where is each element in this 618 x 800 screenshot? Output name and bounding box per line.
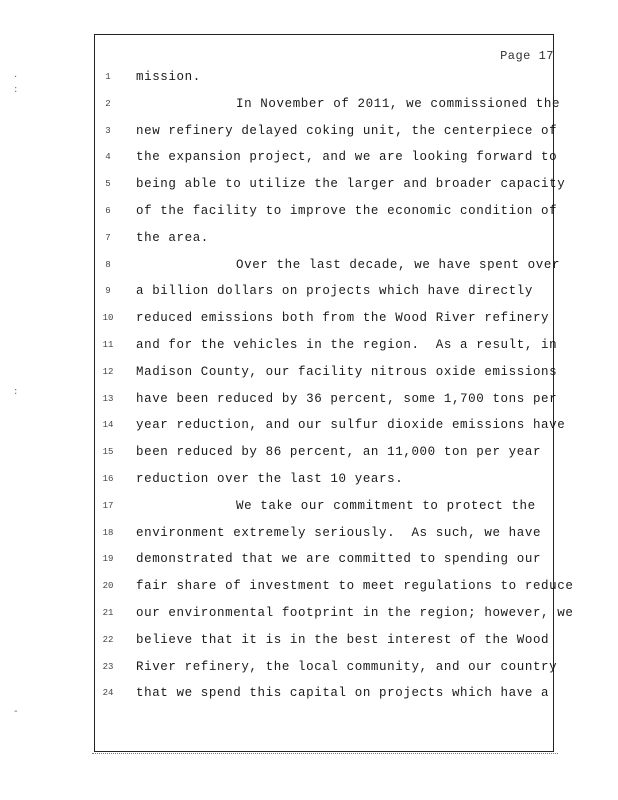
- transcript-line: [0, 392, 618, 412]
- transcript-line: [0, 150, 618, 170]
- line-number: 4: [105, 152, 111, 163]
- line-text: reduced emissions both from the Wood River refinery: [136, 311, 550, 326]
- transcript-line: [0, 606, 618, 626]
- line-number: 18: [102, 527, 114, 538]
- line-text: being able to utilize the larger and broader capacity: [136, 177, 566, 192]
- line-number: 23: [102, 661, 114, 672]
- line-text: River refinery, the local community, and our country: [136, 659, 558, 674]
- line-number: 15: [102, 447, 114, 458]
- line-number: 1: [105, 72, 111, 82]
- margin-scan-mark: :: [14, 84, 18, 95]
- transcript-line: [0, 365, 618, 385]
- transcript-line: [0, 177, 618, 197]
- line-number: 21: [102, 608, 114, 618]
- margin-scan-mark: ·: [14, 72, 18, 83]
- line-text: have been reduced by 36 percent, some 1,700 tons per: [136, 391, 558, 406]
- line-text: been reduced by 86 percent, an 11,000 ton per year: [136, 445, 542, 460]
- line-number: 11: [102, 340, 114, 350]
- line-text: We take our commitment to protect the: [236, 498, 536, 513]
- line-number: 6: [105, 206, 111, 216]
- line-number: 2: [105, 98, 111, 109]
- transcript-line: [0, 311, 618, 331]
- line-text: and for the vehicles in the region. As a result, in: [136, 338, 558, 352]
- transcript-line: [0, 579, 618, 599]
- line-text: the area.: [136, 230, 209, 245]
- transcript-line: [0, 526, 618, 546]
- transcript-line: [0, 633, 618, 653]
- transcript-line: [0, 445, 618, 465]
- transcript-line: [0, 258, 618, 278]
- line-number: 22: [102, 634, 114, 645]
- transcript-line: [0, 499, 618, 519]
- line-number: 8: [105, 259, 111, 270]
- line-number: 13: [102, 393, 114, 404]
- line-number: 9: [105, 286, 111, 297]
- transcript-line: [0, 231, 618, 251]
- transcript-line: [0, 204, 618, 224]
- line-text: demonstrated that we are committed to spending our: [136, 552, 542, 567]
- line-text: believe that it is in the best interest of the Wood: [136, 632, 550, 647]
- line-number: 24: [102, 688, 114, 699]
- line-text: the expansion project, and we are looking forward to: [136, 150, 558, 165]
- line-number: 5: [105, 179, 111, 190]
- line-text: year reduction, and our sulfur dioxide emissions have: [136, 418, 566, 433]
- line-number: 10: [102, 313, 114, 324]
- line-text: our environmental footprint in the region; however, we: [136, 606, 574, 620]
- line-number: 17: [102, 500, 114, 511]
- line-text: mission.: [136, 70, 201, 84]
- transcript-line: [0, 552, 618, 572]
- line-number: 16: [102, 474, 114, 484]
- margin-scan-mark: :: [14, 386, 18, 397]
- line-text: that we spend this capital on projects which have a: [136, 686, 550, 701]
- line-number: 7: [105, 232, 111, 243]
- transcript-line: [0, 418, 618, 438]
- line-text: Madison County, our facility nitrous oxide emissions: [136, 364, 558, 379]
- scan-edge-line: [92, 753, 558, 755]
- line-text: of the facility to improve the economic condition of: [136, 204, 558, 218]
- transcript-line: [0, 70, 618, 90]
- transcript-line: [0, 97, 618, 117]
- line-text: environment extremely seriously. As such, we have: [136, 525, 542, 540]
- line-text: Over the last decade, we have spent over: [236, 257, 561, 272]
- line-number: 20: [102, 581, 114, 592]
- line-number: 12: [102, 366, 114, 377]
- transcript-line: [0, 660, 618, 680]
- line-text: In November of 2011, we commissioned the: [236, 96, 561, 111]
- transcript-line: [0, 472, 618, 492]
- transcript-line: [0, 338, 618, 358]
- line-text: new refinery delayed coking unit, the centerpiece of: [136, 123, 558, 138]
- line-number: 3: [105, 125, 111, 136]
- line-number: 14: [102, 420, 114, 431]
- line-text: reduction over the last 10 years.: [136, 472, 404, 486]
- margin-scan-mark: -: [14, 706, 18, 717]
- transcript-line: [0, 284, 618, 304]
- line-number: 19: [102, 554, 114, 565]
- page-number: Page 17: [500, 49, 554, 63]
- transcript-line: [0, 124, 618, 144]
- line-text: fair share of investment to meet regulations to reduce: [136, 579, 574, 594]
- transcript-line: [0, 686, 618, 706]
- line-text: a billion dollars on projects which have directly: [136, 284, 533, 299]
